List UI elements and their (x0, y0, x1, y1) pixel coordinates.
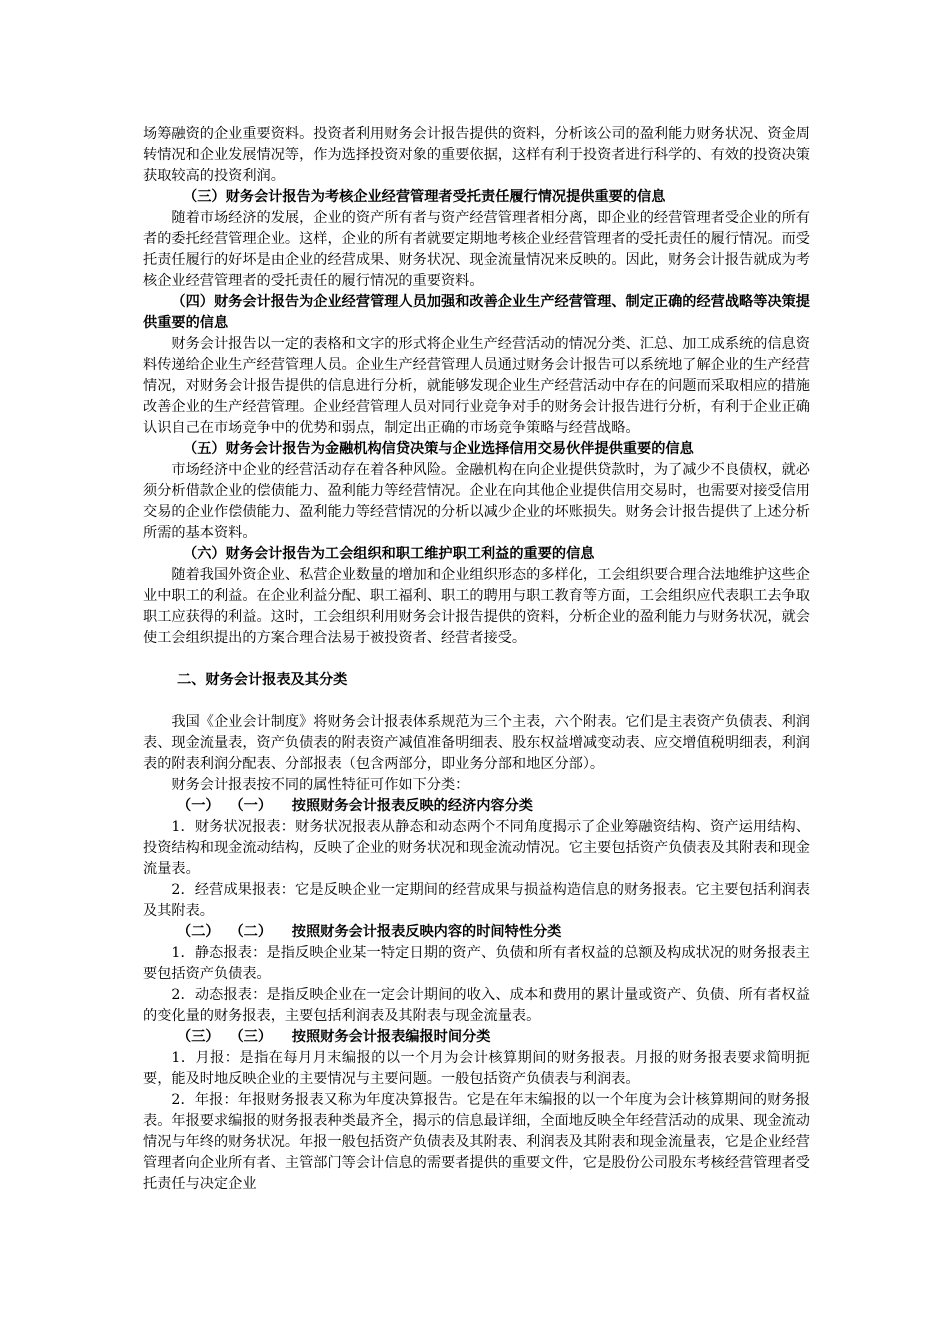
chapter-heading: 二、财务会计报表及其分类 (177, 672, 348, 688)
body-paragraph: 2．经营成果报表：它是反映企业一定期间的经营成果与损益构造信息的财务报表。它主要包括利润表及其附表。 (143, 882, 810, 919)
body-paragraph: 随着市场经济的发展，企业的资产所有者与资产经营管理者相分离，即企业的经营管理者受企业的所有者的委托经营管理企业。这样，企业的所有者就要定期地考核企业经营管理者的受托责任的履行情况。而受托责任履行的好坏是由企业的经营成果、财务状况、现金流量情况来反映的。因此，财务会计报告就成为考核企业经营管理者的受托责任的履行情况的重要资料。 (143, 210, 810, 289)
body-paragraph: 2．动态报表：是指反映企业在一定会计期间的收入、成本和费用的累计量或资产、负债、所有者权益的变化量的财务报表，主要包括利润表及其附表与现金流量表。 (143, 987, 810, 1024)
subsection-heading: （三） （三） 按照财务会计报表编报时间分类 (177, 1029, 491, 1045)
body-paragraph: 市场经济中企业的经营活动存在着各种风险。金融机构在向企业提供贷款时，为了减少不良债权，就必须分析借款企业的偿债能力、盈利能力等经营情况。企业在向其他企业提供信用交易时，也需要对接受信用交易的企业作偿债能力、盈利能力等经营情况的分析以减少企业的坏账损失。财务会计报告提供了上述分析所需的基本资料。 (143, 462, 810, 541)
body-paragraph: 随着我国外资企业、私营企业数量的增加和企业组织形态的多样化，工会组织要合理合法地维护这些企业中职工的利益。在企业利益分配、职工福利、职工的聘用与职工教育等方面，工会组织应代表职工去争取职工应获得的利益。这时，工会组织利用财务会计报告提供的资料，分析企业的盈利能力与财务状况，就会使工会组织提出的方案合理合法易于被投资者、经营者接受。 (143, 567, 810, 646)
body-paragraph: 财务会计报告以一定的表格和文字的形式将企业生产经营活动的情况分类、汇总、加工成系统的信息资料传递给企业生产经营管理人员。企业生产经营管理人员通过财务会计报告可以系统地了解企业的生产经营情况，对财务会计报告提供的信息进行分析，就能够发现企业生产经营活动中存在的问题而采取相应的措施改善企业的生产经营管理。企业经营管理人员对同行业竞争对手的财务会计报告进行分析，有利于企业正确认识自己在市场竞争中的优势和弱点，制定出正确的市场竞争策略与经营战略。 (143, 336, 810, 436)
section-heading: （三）财务会计报告为考核企业经营管理者受托责任履行情况提供重要的信息 (183, 189, 666, 205)
body-paragraph: 我国《企业会计制度》将财务会计报表体系规范为三个主表，六个附表。它们是主表资产负债表、利润表、现金流量表，资产负债表的附表资产减值准备明细表、股东权益增减变动表、应交增值税明细表，利润表的附表利润分配表、分部报表（包含两部分，即业务分部和地区分部）。 (143, 714, 810, 772)
section-heading: （五）财务会计报告为金融机构信贷决策与企业选择信用交易伙伴提供重要的信息 (183, 441, 694, 457)
body-paragraph: 1．月报：是指在每月月末编报的以一个月为会计核算期间的财务报表。月报的财务报表要求简明扼要，能及时地反映企业的主要情况与主要问题。一般包括资产负债表与利润表。 (143, 1050, 810, 1087)
document-page (143, 124, 810, 1195)
body-paragraph: 1．财务状况报表：财务状况报表从静态和动态两个不同角度揭示了企业筹融资结构、资产运用结构、投资结构和现金流动结构，反映了企业的财务状况和现金流动情况。它主要包括资产负债表及其附表和现金流量表。 (143, 819, 810, 877)
section-heading: （六）财务会计报告为工会组织和职工维护职工利益的重要的信息 (183, 546, 595, 562)
body-paragraph: 1．静态报表：是指反映企业某一特定日期的资产、负债和所有者权益的总额及构成状况的财务报表主要包括资产负债表。 (143, 945, 810, 982)
body-paragraph: 场筹融资的企业重要资料。投资者利用财务会计报告提供的资料，分析该公司的盈利能力财务状况、资金周转情况和企业发展情况等，作为选择投资对象的重要依据，这样有利于投资者进行科学的、有效的投资决策获取较高的投资利润。 (143, 126, 810, 184)
subsection-heading: （二） （二） 按照财务会计报表反映内容的时间特性分类 (177, 924, 562, 940)
subsection-heading: （一） （一） 按照财务会计报表反映的经济内容分类 (177, 798, 533, 814)
body-paragraph: 2．年报：年报财务报表又称为年度决算报告。它是在年末编报的以一个年度为会计核算期间的财务报表。年报要求编报的财务报表种类最齐全，揭示的信息最详细，全面地反映全年经营活动的成果、现金流动情况与年终的财务状况。年报一般包括资产负债表及其附表、利润表及其附表和现金流量表，它是企业经营管理者向企业所有者、主管部门等会计信息的需要者提供的重要文件，它是股份公司股东考核经营管理者受托责任与决定企业 (143, 1092, 810, 1192)
section-heading: （四）财务会计报告为企业经营管理人员加强和改善企业生产经营管理、制定正确的经营战略等决策提供重要的信息 (143, 294, 810, 331)
body-paragraph: 财务会计报表按不同的属性特征可作如下分类： (171, 777, 470, 793)
